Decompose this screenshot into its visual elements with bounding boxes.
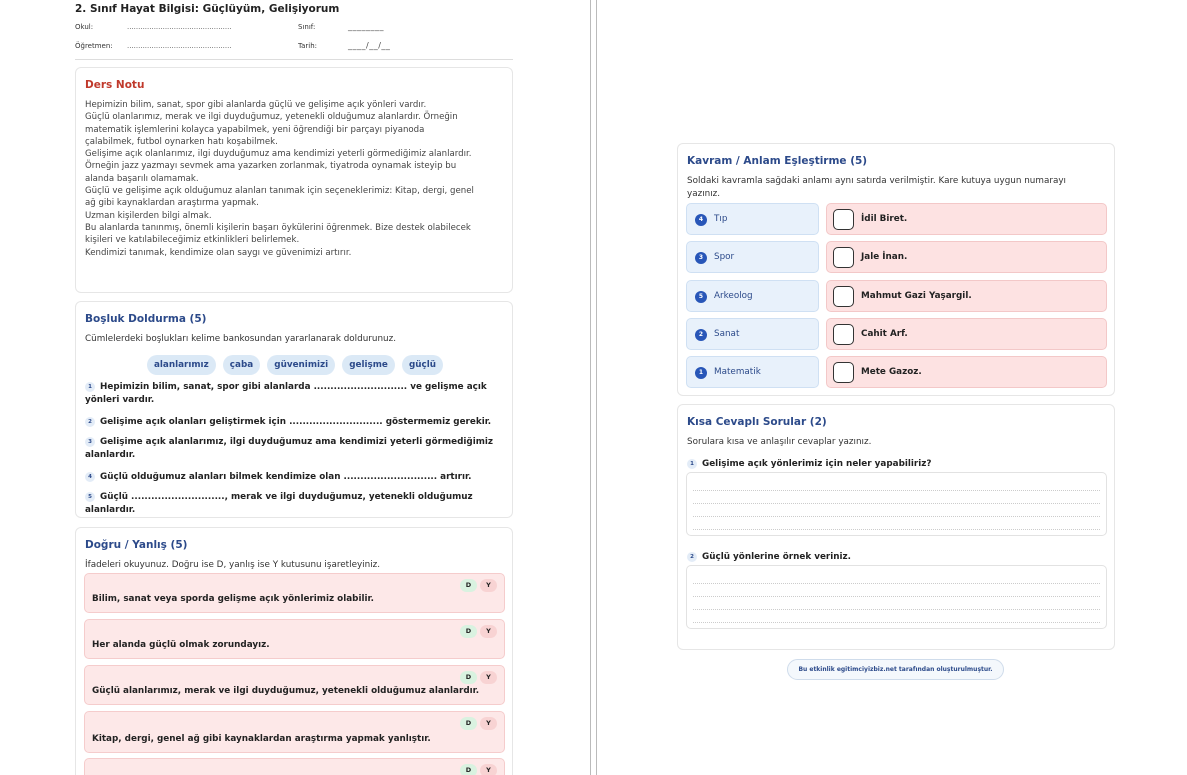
fill-question	[85, 381, 510, 407]
meaning-text: Mete Gazoz.	[861, 367, 922, 377]
matching-title: Kavram / Anlam Eşleştirme (5)	[687, 155, 868, 167]
lesson-note-text	[85, 99, 505, 259]
answer-line	[693, 609, 1100, 610]
tf-statement: Kitap, dergi, genel ağ gibi kaynaklardan araştırma yapmak yanlıştır.	[92, 734, 431, 744]
meaning-item	[826, 356, 1107, 388]
concept-item	[686, 280, 819, 312]
lesson-note-card	[75, 67, 513, 293]
false-option[interactable]: Y	[480, 579, 497, 592]
word-chip[interactable]: güvenimizi	[267, 355, 335, 375]
word-chip[interactable]: alanlarımız	[147, 355, 216, 375]
fill-question	[85, 416, 510, 429]
concept-text: Tıp	[714, 214, 728, 224]
question-text: Gelişime açık olanları geliştirmek için ............................ göstermemiz gerekir.	[100, 417, 492, 427]
answer-line	[693, 490, 1100, 491]
question-number: 3	[85, 437, 95, 447]
answer-area[interactable]	[686, 565, 1107, 629]
page-gutter	[590, 0, 597, 775]
tf-item	[84, 573, 505, 613]
concept-item	[686, 203, 819, 235]
question-text: Güçlü yönlerine örnek veriniz.	[702, 552, 852, 562]
word-chip[interactable]: gelişme	[342, 355, 395, 375]
answer-box[interactable]	[833, 324, 854, 345]
concept-item	[686, 356, 819, 388]
true-false-title: Doğru / Yanlış (5)	[85, 539, 188, 551]
note-line: ağ gibi kaynaklardan araştırma yapmak.	[85, 198, 259, 209]
tf-statement: Bilim, sanat veya sporda gelişme açık yönlerimiz olabilir.	[92, 594, 374, 604]
question-number: 5	[85, 492, 95, 502]
meaning-text: İdil Biret.	[861, 214, 908, 224]
word-chip[interactable]: çaba	[223, 355, 260, 375]
matching-card	[677, 143, 1115, 396]
false-option[interactable]: Y	[480, 717, 497, 730]
question-text: Gelişime açık alanlarımız, ilgi duyduğumuz ama kendimizi yeterli görmediğimiz alanlardır.	[85, 437, 494, 460]
concept-item	[686, 318, 819, 350]
short-question	[687, 458, 1112, 471]
class-label: Sınıf:	[298, 23, 316, 31]
note-line: Bu alanlarda tanınmış, önemli kişilerin başarı öykülerini öğrenmek. Bize destek olabilecek	[85, 222, 471, 233]
question-number: 1	[85, 382, 95, 392]
note-line: çalabilmek, futbol oynarken hatı koşabilmek.	[85, 136, 278, 147]
note-line: Güçlü ve gelişime açık olduğumuz alanları tanımak için seçeneklerimiz: Kitap, dergi, genel	[85, 186, 474, 197]
answer-line	[693, 583, 1100, 584]
fill-question	[85, 436, 510, 462]
meaning-item	[826, 318, 1107, 350]
true-false-instruction: İfadeleri okuyunuz. Doğru ise D, yanlış ise Y kutusunu işaretleyiniz.	[85, 560, 381, 570]
school-label: Okul:	[75, 23, 94, 31]
answer-line	[693, 596, 1100, 597]
note-line: Kendimizi tanımak, kendimize olan saygı ve güvenimizi artırır.	[85, 247, 352, 258]
note-line: Güçlü olanlarımız, merak ve ilgi duyduğumuz, yetenekli olduğumuz alanlardır. Örneğin	[85, 112, 458, 123]
answer-line	[693, 516, 1100, 517]
answer-box[interactable]	[833, 362, 854, 383]
meaning-text: Mahmut Gazi Yaşargil.	[861, 291, 972, 301]
answer-box[interactable]	[833, 286, 854, 307]
tf-statement: Güçlü alanlarımız, merak ve ilgi duyduğumuz, yetenekli olduğumuz alanlardır.	[92, 686, 480, 696]
tf-item	[84, 665, 505, 705]
short-answer-card	[677, 404, 1115, 650]
meaning-item	[826, 280, 1107, 312]
question-number: 4	[85, 472, 95, 482]
false-option[interactable]: Y	[480, 764, 497, 775]
true-option[interactable]: D	[460, 579, 477, 592]
question-text: Güçlü ............................, merak ve ilgi duyduğumuz, yetenekli olduğumuz alanlardır.	[85, 492, 473, 515]
word-chip[interactable]: güçlü	[402, 355, 443, 375]
lesson-note-title: Ders Notu	[85, 79, 145, 91]
short-answer-instruction: Sorulara kısa ve anlaşılır cevaplar yazınız.	[687, 437, 872, 447]
header-divider	[75, 59, 513, 60]
note-line: Uzman kişilerden bilgi almak.	[85, 210, 212, 221]
note-line: alanda başarılı olamamak.	[85, 173, 199, 184]
word-bank	[76, 352, 514, 375]
fill-blanks-card	[75, 301, 513, 518]
false-option[interactable]: Y	[480, 671, 497, 684]
short-answer-title: Kısa Cevaplı Sorular (2)	[687, 416, 827, 428]
class-field[interactable]: ________	[348, 22, 384, 31]
question-number: 2	[687, 552, 697, 562]
fill-blanks-instruction: Cümlelerdeki boşlukları kelime bankosundan yararlanarak doldurunuz.	[85, 334, 397, 344]
answer-area[interactable]	[686, 472, 1107, 536]
question-number: 2	[85, 417, 95, 427]
fill-question	[85, 491, 510, 517]
answer-line	[693, 529, 1100, 530]
question-text: Hepimizin bilim, sanat, spor gibi alanlarda ............................ ve gelişme açık yönleri vardır.	[85, 382, 487, 405]
date-field[interactable]: ____/__/__	[348, 41, 391, 50]
matching-instruction-line1: Soldaki kavramla sağdaki anlamı aynı satırda verilmiştir. Kare kutuya uygun numarayı	[687, 176, 1066, 186]
false-option[interactable]: Y	[480, 625, 497, 638]
true-option[interactable]: D	[460, 671, 477, 684]
answer-line	[693, 622, 1100, 623]
meaning-text: Jale İnan.	[861, 252, 908, 262]
tf-statement: Her alanda güçlü olmak zorundayız.	[92, 640, 270, 650]
left-page	[0, 0, 590, 775]
true-option[interactable]: D	[460, 717, 477, 730]
note-line: Hepimizin bilim, sanat, spor gibi alanlarda güçlü ve gelişime açık yönleri vardır.	[85, 100, 427, 110]
note-line: Örneğin jazz yazmayı sevmek ama yazarken zorlanmak, tiyatroda oynamak isteyip bu	[85, 161, 457, 172]
question-text: Gelişime açık yönlerimiz için neler yapabiliriz?	[702, 459, 932, 469]
concept-number: 1	[695, 367, 707, 379]
footer-credit: Bu etkinlik egitimciyizbiz.net tarafından oluşturulmuştur.	[787, 659, 1004, 680]
meaning-item	[826, 203, 1107, 235]
date-label: Tarih:	[298, 42, 318, 50]
meaning-item	[826, 241, 1107, 273]
concept-text: Matematik	[714, 367, 761, 377]
teacher-field[interactable]: ...............................................	[127, 42, 232, 50]
true-option[interactable]: D	[460, 625, 477, 638]
answer-box[interactable]	[833, 247, 854, 268]
concept-number: 5	[695, 291, 707, 303]
school-field[interactable]: ...............................................	[127, 23, 232, 31]
answer-box[interactable]	[833, 209, 854, 230]
concept-number: 4	[695, 214, 707, 226]
concept-number: 2	[695, 329, 707, 341]
note-line: kişileri ve katılabileceğimiz etkinlikleri belirlemek.	[85, 235, 300, 246]
question-text: Güçlü olduğumuz alanları bilmek kendimize olan ............................ artırır.	[100, 472, 472, 482]
fill-blanks-title: Boşluk Doldurma (5)	[85, 313, 207, 325]
tf-item	[84, 619, 505, 659]
concept-number: 3	[695, 252, 707, 264]
concept-item	[686, 241, 819, 273]
note-line: matematik işlemlerini kolayca yapabilmek, yeni öğrendiği bir parçayı piyanoda	[85, 124, 425, 135]
true-false-card	[75, 527, 513, 775]
fill-question	[85, 471, 510, 484]
right-page	[597, 0, 1187, 775]
meaning-text: Cahit Arf.	[861, 329, 908, 339]
short-question	[687, 551, 1112, 564]
matching-instruction-line2: yazınız.	[687, 189, 721, 199]
concept-text: Arkeolog	[714, 291, 753, 301]
tf-item	[84, 711, 505, 753]
answer-line	[693, 503, 1100, 504]
note-line: Gelişime açık olanlarımız, ilgi duyduğumuz ama kendimizi yeterli görmediğimiz alanlardır.	[85, 149, 472, 160]
true-option[interactable]: D	[460, 764, 477, 775]
question-number: 1	[687, 459, 697, 469]
document-title: 2. Sınıf Hayat Bilgisi: Güçlüyüm, Gelişiyorum	[75, 3, 340, 15]
tf-item	[84, 758, 505, 775]
concept-text: Sanat	[714, 329, 740, 339]
teacher-label: Öğretmen:	[75, 42, 113, 50]
concept-text: Spor	[714, 252, 735, 262]
